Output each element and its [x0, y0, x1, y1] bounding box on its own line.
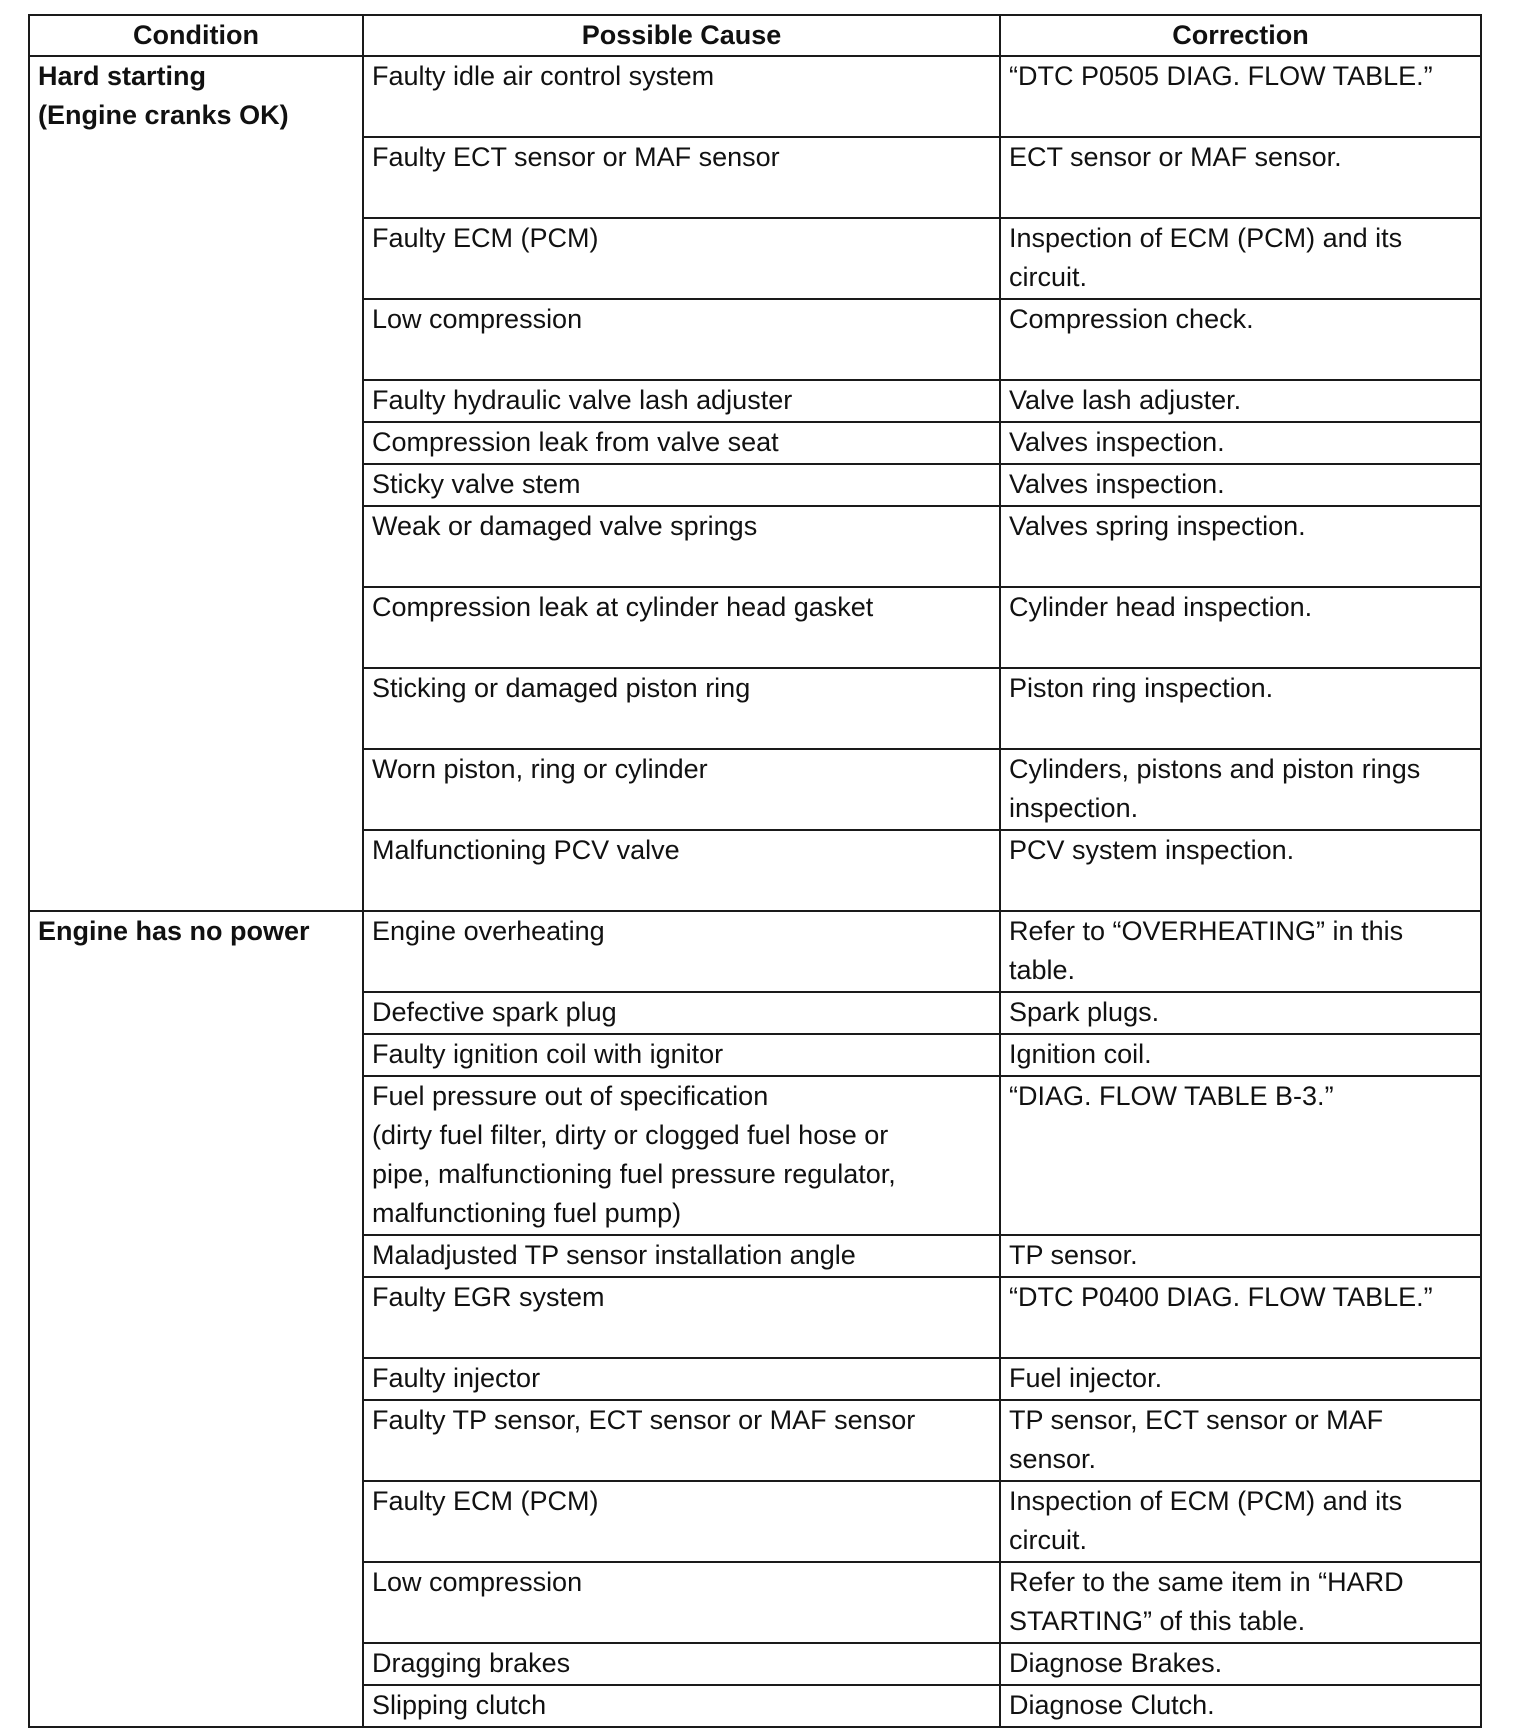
cause-cell: Compression leak at cylinder head gasket — [363, 587, 1000, 668]
cause-cell: Faulty ECM (PCM) — [363, 218, 1000, 299]
correction-cell: ECT sensor or MAF sensor. — [1000, 137, 1481, 218]
correction-cell: Piston ring inspection. — [1000, 668, 1481, 749]
correction-cell: “DIAG. FLOW TABLE B-3.” — [1000, 1076, 1481, 1235]
correction-cell: Valves spring inspection. — [1000, 506, 1481, 587]
cause-cell: Low compression — [363, 1562, 1000, 1643]
header-correction: Correction — [1000, 15, 1481, 56]
cause-cell: Engine overheating — [363, 911, 1000, 992]
header-row — [29, 15, 1481, 56]
correction-cell: Inspection of ECM (PCM) and its circuit. — [1000, 1481, 1481, 1562]
correction-cell: Valve lash adjuster. — [1000, 380, 1481, 422]
cause-cell: Low compression — [363, 299, 1000, 380]
table-row — [29, 56, 1481, 137]
cause-cell: Sticky valve stem — [363, 464, 1000, 506]
correction-cell: Cylinder head inspection. — [1000, 587, 1481, 668]
cause-cell: Faulty ECT sensor or MAF sensor — [363, 137, 1000, 218]
cause-cell: Dragging brakes — [363, 1643, 1000, 1685]
cause-cell: Faulty ignition coil with ignitor — [363, 1034, 1000, 1076]
correction-cell: “DTC P0505 DIAG. FLOW TABLE.” — [1000, 56, 1481, 137]
cause-cell: Malfunctioning PCV valve — [363, 830, 1000, 911]
correction-cell: Spark plugs. — [1000, 992, 1481, 1034]
cause-cell: Faulty EGR system — [363, 1277, 1000, 1358]
cause-cell: Compression leak from valve seat — [363, 422, 1000, 464]
header-condition: Condition — [29, 15, 363, 56]
correction-cell: Cylinders, pistons and piston rings inspection. — [1000, 749, 1481, 830]
cause-cell: Defective spark plug — [363, 992, 1000, 1034]
correction-cell: Compression check. — [1000, 299, 1481, 380]
cause-cell: Faulty idle air control system — [363, 56, 1000, 137]
cause-cell: Weak or damaged valve springs — [363, 506, 1000, 587]
correction-cell: Valves inspection. — [1000, 422, 1481, 464]
cause-cell: Faulty TP sensor, ECT sensor or MAF sensor — [363, 1400, 1000, 1481]
correction-cell: PCV system inspection. — [1000, 830, 1481, 911]
correction-cell: Fuel injector. — [1000, 1358, 1481, 1400]
cause-cell: Sticking or damaged piston ring — [363, 668, 1000, 749]
correction-cell: Ignition coil. — [1000, 1034, 1481, 1076]
correction-cell: TP sensor, ECT sensor or MAF sensor. — [1000, 1400, 1481, 1481]
cause-cell: Faulty ECM (PCM) — [363, 1481, 1000, 1562]
correction-cell: Refer to “OVERHEATING” in this table. — [1000, 911, 1481, 992]
condition-hard-starting: Hard starting (Engine cranks OK) — [29, 56, 363, 911]
condition-engine-no-power: Engine has no power — [29, 911, 363, 1727]
header-possible-cause: Possible Cause — [363, 15, 1000, 56]
cause-cell: Fuel pressure out of specification (dirty fuel filter, dirty or clogged fuel hose or pipe, malfunctioning fuel pressure regulator, malfunctioning fuel pump) — [363, 1076, 1000, 1235]
correction-cell: Valves inspection. — [1000, 464, 1481, 506]
correction-cell: “DTC P0400 DIAG. FLOW TABLE.” — [1000, 1277, 1481, 1358]
correction-cell: TP sensor. — [1000, 1235, 1481, 1277]
correction-cell: Diagnose Clutch. — [1000, 1685, 1481, 1727]
cause-cell: Faulty hydraulic valve lash adjuster — [363, 380, 1000, 422]
cause-cell: Worn piston, ring or cylinder — [363, 749, 1000, 830]
table-row — [29, 911, 1481, 992]
correction-cell: Inspection of ECM (PCM) and its circuit. — [1000, 218, 1481, 299]
correction-cell: Refer to the same item in “HARD STARTING” of this table. — [1000, 1562, 1481, 1643]
cause-cell: Maladjusted TP sensor installation angle — [363, 1235, 1000, 1277]
correction-cell: Diagnose Brakes. — [1000, 1643, 1481, 1685]
diagnosis-table — [28, 14, 1482, 1728]
cause-cell: Faulty injector — [363, 1358, 1000, 1400]
cause-cell: Slipping clutch — [363, 1685, 1000, 1727]
